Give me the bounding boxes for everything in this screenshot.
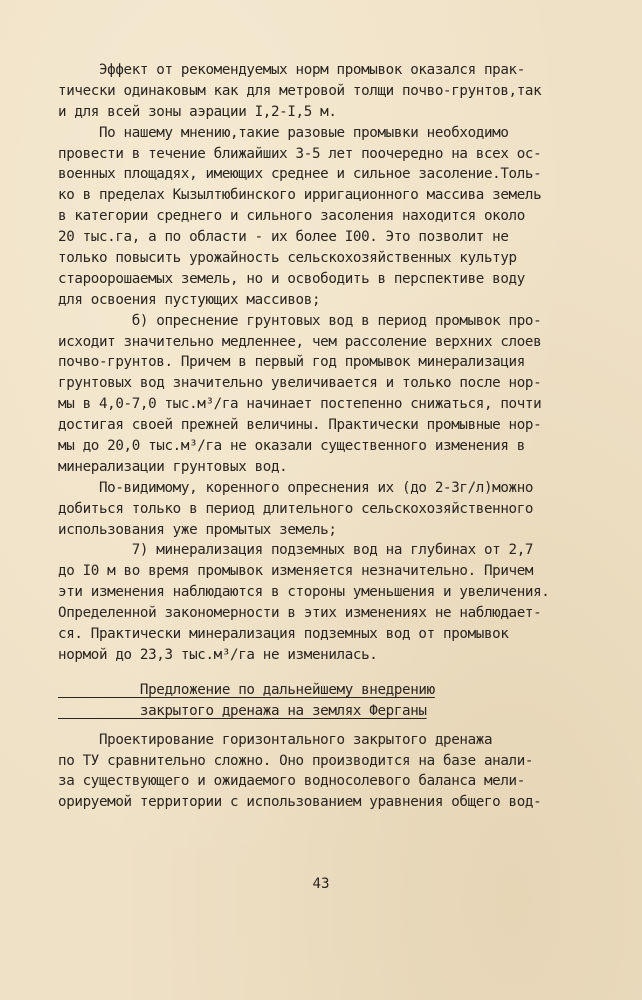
text-line: только повысить урожайность сельскохозяйственных культур [58, 250, 517, 267]
text-line: По-видимому, коренного опреснения их (до 2-3г/л)можно [58, 479, 534, 496]
text-line: почво-грунтов. Причем в первый год промывок минерализация [58, 354, 525, 371]
paragraph-4 [58, 478, 578, 541]
paragraph-3 [58, 311, 578, 478]
text-line: Определенной закономерности в этих изменениях не наблюдает- [58, 605, 542, 622]
text-line: для освоения пустующих массивов; [58, 291, 321, 308]
text-line: достигая своей прежней величины. Практически промывные нор- [58, 417, 542, 434]
text-line: ко в пределах Кызылтюбинского ирригационного массива земель [58, 187, 542, 204]
text-line: в категории среднего и сильного засоления находится около [58, 208, 525, 225]
text-line: 7) минерализация подземных вод на глубинах от 2,7 [58, 542, 534, 559]
paragraph-6 [58, 730, 578, 814]
text-line: добиться только в период длительного сельскохозяйственного [58, 500, 534, 517]
page-number: 43 [312, 876, 330, 892]
text-line: минерализации грунтовых вод. [58, 458, 288, 475]
text-line: Эффект от рекомендуемых норм промывок оказался прак- [58, 62, 525, 78]
text-line: ся. Практически минерализация подземных вод от промывок [58, 626, 509, 643]
text-line: до I0 м во время промывок изменяется незначительно. Причем [58, 563, 534, 580]
text-line: староорошаемых земель, но и освободить в перспективе воду [58, 270, 525, 287]
text-line: использования уже промытых земель; [58, 521, 337, 538]
text-line: Проектирование горизонтального закрытого дренажа [58, 731, 493, 748]
text-line: 20 тыс.га, а по области - их более I00. Это позволит не [58, 229, 509, 246]
body-text [58, 60, 578, 813]
text-line: грунтовых вод значительно увеличивается и только после нор- [58, 375, 542, 392]
text-line: орируемой территории с использованием уравнения общего вод- [58, 794, 542, 811]
heading-line: закрытого дренажа на землях Ферганы [58, 702, 427, 719]
text-line: мы в 4,0-7,0 тыс.м³/га начинает постепенно снижаться, почти [58, 396, 542, 413]
spacer [58, 666, 578, 680]
heading-line: Предложение по дальнейшему внедрению [58, 681, 435, 698]
paragraph-2 [58, 123, 578, 311]
paragraph-1 [58, 60, 578, 123]
text-line: б) опреснение грунтовых вод в период промывок про- [58, 312, 542, 329]
text-line: мы до 20,0 тыс.м³/га не оказали существенного изменения в [58, 438, 525, 455]
text-line: военных площадях, имеющих среднее и сильное засоление.Толь- [58, 166, 542, 183]
spacer [58, 722, 578, 730]
text-line: исходит значительно медленнее, чем рассоление верхних слоев [58, 333, 542, 350]
text-line: эти изменения наблюдаются в стороны уменьшения и увеличения. [58, 584, 550, 601]
text-line: тически одинаковым как для метровой толщи почво-грунтов,так [58, 82, 542, 99]
text-line: нормой до 23,3 тыс.м³/га не изменилась. [58, 646, 378, 663]
text-line: провести в течение ближайших 3-5 лет поочередно на всех ос- [58, 145, 542, 162]
paragraph-5 [58, 540, 578, 665]
text-line: По нашему мнению,такие разовые промывки необходимо [58, 124, 509, 141]
text-line: и для всей зоны аэрации I,2-I,5 м. [58, 103, 337, 120]
text-line: за существующего и ожидаемого водносолевого баланса мели- [58, 773, 525, 790]
text-line: по ТУ сравнительно сложно. Оно производится на базе анали- [58, 752, 534, 769]
section-heading [58, 680, 578, 722]
